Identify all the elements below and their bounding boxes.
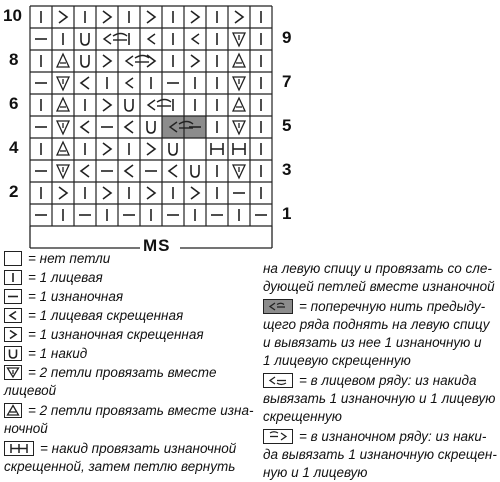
legend-item-lifted-bar [263, 298, 485, 316]
row-label-9: 9 [282, 28, 292, 47]
lifted-bar-icon [263, 299, 293, 314]
row-label-2: 2 [9, 182, 19, 201]
empty-icon [4, 251, 22, 266]
legend-text-knit-tbl: = 1 лицевая скрещенная [28, 308, 184, 323]
legend-right-line-6: 1 лицевую скрещенную [263, 353, 411, 368]
legend-item-ws-yo [263, 428, 486, 446]
legend-text-yo-purl-tbl: = накид провязать изнаночной [40, 441, 237, 456]
legend-text-p2tog-cont: ночной [4, 421, 48, 436]
row-label-10: 10 [3, 6, 22, 25]
legend-text-p2tog: = 2 петли провязать вместе изна- [28, 403, 254, 418]
row-label-4: 4 [9, 138, 19, 157]
legend-item-p2tog [4, 402, 253, 420]
purl-icon [4, 289, 22, 304]
knit-icon [4, 270, 22, 285]
legend-text-yo-purl-tbl-cont: скрещенной, затем петлю вернуть [4, 459, 236, 474]
purl-tbl-icon [4, 327, 22, 342]
legend-text-lifted-bar: = поперечную нить предыду- [299, 299, 486, 314]
legend-text-no-stitch: = нет петли [28, 251, 111, 266]
legend-text-knit: = 1 лицевая [28, 270, 103, 285]
legend-right-line-4: щего ряда поднять на левую спицу [263, 317, 490, 332]
repeat-label: MS [143, 236, 171, 255]
legend-item-yarn-over [4, 345, 87, 363]
legend-text-k2tog-cont: лицевой [4, 383, 57, 398]
row-label-1: 1 [282, 204, 292, 223]
legend-right-line-2: дующей петлей вместе изнаночной [263, 279, 495, 294]
legend-item-k2tog [4, 364, 217, 382]
row-label-3: 3 [282, 160, 292, 179]
legend-right-line-12: ную и 1 лицевую [263, 465, 368, 480]
row-label-6: 6 [9, 94, 19, 113]
legend-item-knit-tbl [4, 307, 183, 325]
legend-text-rs-yo: = в лицевом ряду: из накида [299, 373, 477, 388]
legend-item-rs-yo [263, 372, 477, 390]
legend-text-purl: = 1 изнаночная [28, 289, 124, 304]
row-label-5: 5 [282, 116, 292, 135]
legend-text-ws-yo: = в изнаночном ряду: из наки- [299, 429, 487, 444]
yo-purl-tbl-icon [4, 441, 34, 456]
row-label-8: 8 [9, 50, 19, 69]
legend-text-yarn-over: = 1 накид [28, 346, 88, 361]
rs-yo-icon [263, 373, 293, 388]
row-label-7: 7 [282, 72, 292, 91]
legend-item-knit [4, 269, 103, 287]
ws-yo-icon [263, 429, 293, 444]
legend-right-line-11: да вывязать 1 изнаночную скрещен- [263, 447, 497, 462]
legend-item-no-stitch [4, 250, 110, 268]
legend-right-line-9: скрещенную [263, 409, 342, 424]
legend-right-line-1: на левую спицу и провязать со сле- [263, 261, 492, 276]
legend-item-purl [4, 288, 123, 306]
legend-item-yo-purl-tbl [4, 440, 236, 458]
legend-text-k2tog: = 2 петли провязать вместе [28, 365, 217, 380]
legend-right-line-5: и вывязать из нее 1 изнаночную и [263, 335, 482, 350]
legend-item-purl-tbl [4, 326, 204, 344]
legend-right-line-8: вывязать 1 изнаночную и 1 лицевую [263, 391, 496, 406]
k2tog-icon [4, 365, 22, 380]
legend-text-purl-tbl: = 1 изнаночная скрещенная [28, 327, 204, 342]
p2tog-icon [4, 403, 22, 418]
knit-tbl-icon [4, 308, 22, 323]
yarn-over-icon [4, 346, 22, 361]
